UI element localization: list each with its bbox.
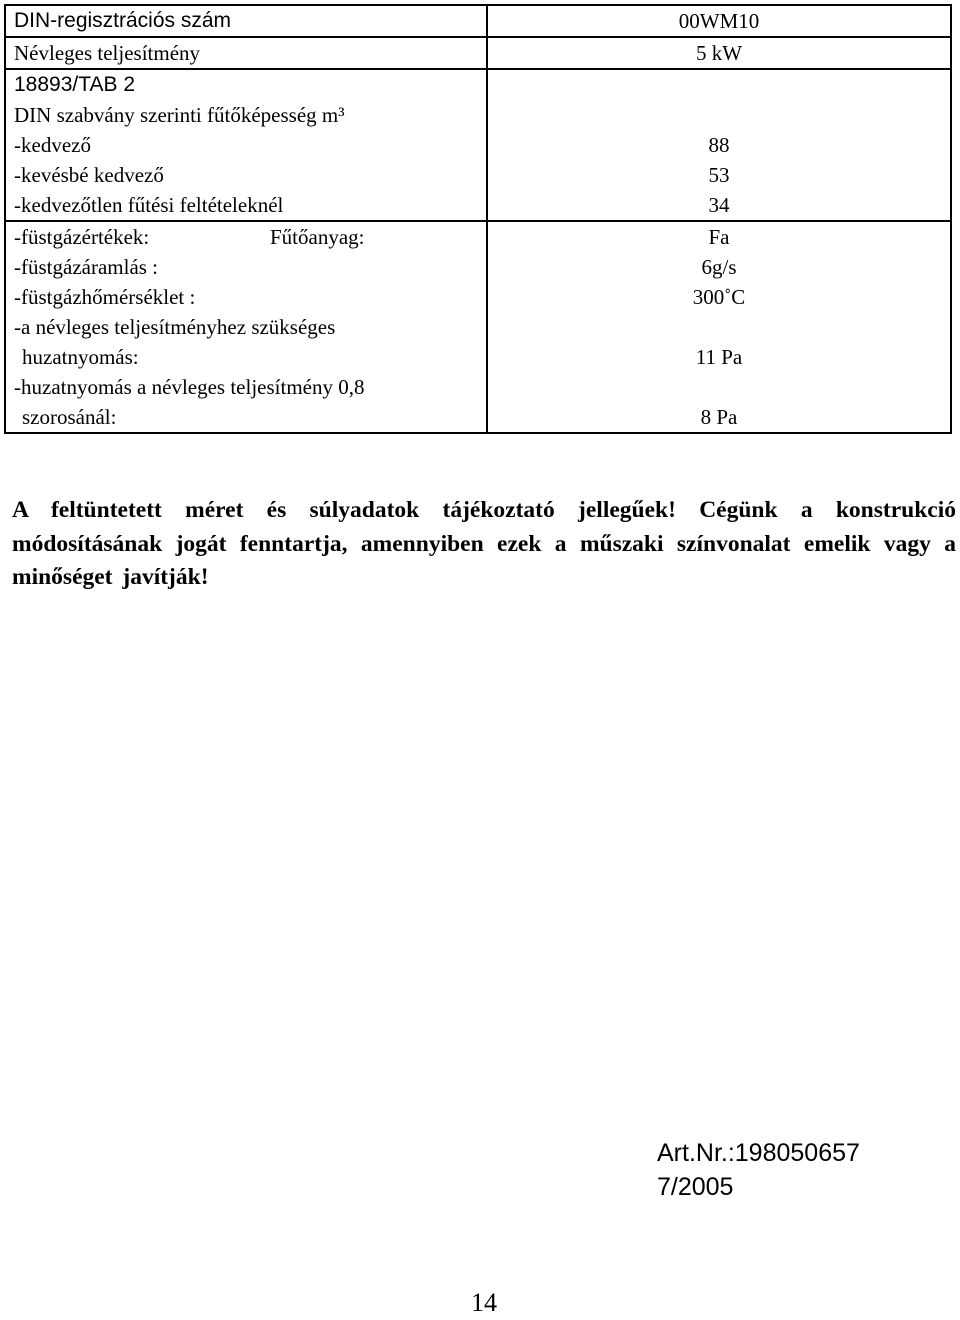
label-draught-partial: -huzatnyomás a névleges teljesítmény 0,8 [14,375,365,399]
page-number: 14 [471,1288,497,1317]
value-din-reg: 00WM10 [678,9,760,33]
label-draught: huzatnyomás: [22,345,139,369]
value-less-favorable: 53 [708,163,730,187]
value-nominal-power: 5 kW [695,41,743,65]
label-tab: 18893/TAB 2 [14,73,136,96]
label-nominal-power: Névleges teljesítmény [14,41,201,65]
label-din-reg: DIN-regisztrációs szám [14,9,232,32]
value-draught-partial: 8 Pa [700,405,738,429]
value-draught: 11 Pa [695,345,743,369]
date-code: 7/2005 [657,1173,734,1201]
label-unfavorable: -kedvezőtlen fűtési feltételeknél [14,193,284,217]
label-flue-temp: -füstgázhőmérséklet : [14,285,196,309]
table-row [5,69,951,221]
label-less-favorable: -kevésbé kedvező [14,163,164,187]
label-flue-values: -füstgázértékek: [14,225,150,249]
label-flue-flow: -füstgázáramlás : [14,255,159,279]
art-nr-text: Art.Nr.:198050657 [657,1139,860,1167]
article-number [657,1136,860,1204]
table-row [5,221,951,433]
label-heating-capacity: DIN szabvány szerinti fűtőképesség m³ [14,103,345,127]
label-multiple: szorosánál: [22,405,117,429]
disclaimer-notice: A feltüntetett méret és súlyadatok tájékoztató jellegűek! Cégünk a konstrukció módosításának jogát fenntartja, amennyiben ezek a műszaki színvonalat emelik vagy a minőséget javítják! [12,497,956,590]
spec-table [4,4,952,434]
value-fuel: Fa [708,225,730,249]
value-flue-temp: 300˚C [692,285,746,309]
value-favorable: 88 [708,133,730,157]
value-flue-flow: 6g/s [701,255,737,279]
label-favorable: -kedvező [14,133,91,157]
table-row [5,5,951,37]
table-row [5,37,951,69]
label-fuel: Fűtőanyag: [270,225,365,249]
label-draught-required: -a névleges teljesítményhez szükséges [14,315,336,339]
value-unfavorable: 34 [708,193,730,217]
